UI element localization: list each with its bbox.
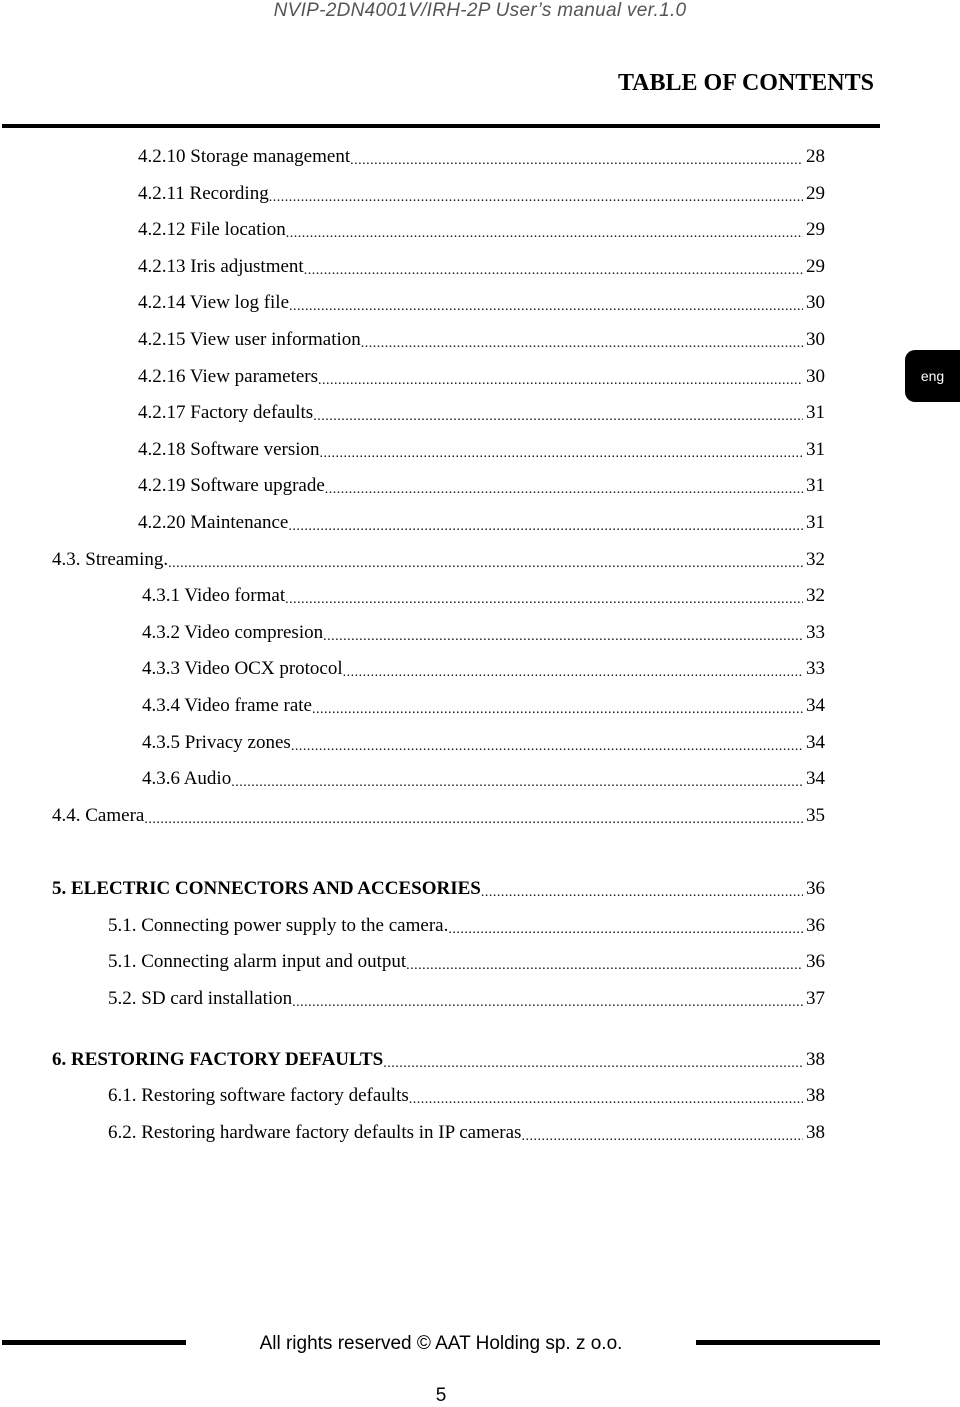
- toc-dot-leader: [406, 944, 803, 980]
- toc-entry-page: 34: [806, 768, 825, 790]
- toc-dot-leader: [312, 688, 803, 724]
- toc-dot-leader: [521, 1115, 803, 1151]
- toc-dot-leader: [325, 468, 803, 504]
- toc-entry-page: 28: [806, 146, 825, 167]
- toc-entry[interactable]: [142, 761, 825, 797]
- toc-entry-label: 6. RESTORING FACTORY DEFAULTS: [52, 1048, 384, 1070]
- toc-entry[interactable]: [138, 139, 825, 175]
- toc-entry[interactable]: [138, 432, 825, 468]
- toc-entry-page: 34: [806, 731, 825, 753]
- toc-dot-leader: [448, 908, 803, 944]
- toc-dot-leader: [318, 359, 803, 395]
- toc-entry[interactable]: [108, 908, 825, 944]
- toc-entry-page: 30: [806, 292, 825, 314]
- toc-entry-label: 4.3.5 Privacy zones: [142, 731, 291, 753]
- toc-entry-page: 31: [806, 402, 825, 424]
- toc-entry[interactable]: [138, 468, 825, 504]
- toc-entry-label: 6.2. Restoring hardware factory defaults in IP cameras: [108, 1121, 522, 1143]
- toc-dot-leader: [291, 725, 803, 761]
- toc-entry[interactable]: [108, 1078, 825, 1114]
- toc-entry-page: 33: [806, 658, 825, 680]
- toc-dot-leader: [323, 615, 803, 651]
- toc-dot-leader: [289, 285, 803, 321]
- toc-dot-leader: [231, 761, 803, 797]
- toc-entry-page: 32: [806, 585, 825, 607]
- toc-entry-label: 4.2.11 Recording: [138, 182, 269, 204]
- toc-dot-leader: [144, 798, 803, 834]
- toc-dot-leader: [285, 578, 803, 614]
- toc-entry-label: 6.1. Restoring software factory defaults: [108, 1085, 409, 1107]
- toc-entry-label: 5.1. Connecting alarm input and output: [108, 951, 407, 973]
- page-number: 5: [435, 1385, 447, 1406]
- toc-dot-leader: [361, 322, 803, 358]
- toc-entry-page: 37: [806, 987, 825, 1009]
- toc-entry[interactable]: [52, 871, 825, 907]
- toc-entry[interactable]: [108, 1115, 825, 1151]
- toc-dot-leader: [286, 212, 803, 248]
- toc-dot-leader: [269, 176, 803, 212]
- toc-entry[interactable]: [138, 359, 825, 395]
- toc-entry[interactable]: [108, 981, 825, 1017]
- toc-entry[interactable]: [52, 798, 825, 834]
- toc-entry-label: 4.2.19 Software upgrade: [138, 475, 325, 497]
- toc-dot-leader: [288, 505, 803, 541]
- toc-entry[interactable]: [142, 651, 825, 687]
- toc-entry-label: 4.3.1 Video format: [142, 585, 286, 607]
- toc-entry-label: 4.2.18 Software version: [138, 438, 320, 460]
- toc-dot-leader: [313, 395, 803, 431]
- toc-dot-leader: [320, 432, 803, 468]
- toc-entry-label: 4.2.17 Factory defaults: [138, 402, 314, 424]
- page-title: TABLE OF CONTENTS: [617, 70, 874, 96]
- toc-entry[interactable]: [142, 615, 825, 651]
- toc-entry[interactable]: [138, 212, 825, 248]
- toc-dot-leader: [481, 871, 803, 907]
- toc-dot-leader: [350, 139, 803, 175]
- toc-entry-label: 4.2.12 File location: [138, 219, 286, 241]
- toc-entry-page: 29: [806, 219, 825, 241]
- toc-entry-label: 4.4. Camera: [52, 804, 145, 826]
- toc-entry-page: 36: [806, 878, 825, 899]
- toc-entry-page: 30: [806, 329, 825, 350]
- toc-entry-page: 34: [806, 695, 825, 716]
- toc-entry-label: 4.2.13 Iris adjustment: [138, 255, 304, 277]
- toc-dot-leader: [343, 651, 803, 687]
- toc-entry-label: 5.2. SD card installation: [108, 987, 293, 1009]
- toc-entry-page: 32: [806, 548, 825, 570]
- toc-entry[interactable]: [138, 505, 825, 541]
- toc-entry-label: 4.2.15 View user information: [138, 329, 361, 350]
- toc-entry-label: 4.3.3 Video OCX protocol: [142, 658, 343, 680]
- toc-entry-label: 5. ELECTRIC CONNECTORS AND ACCESORIES: [52, 878, 481, 899]
- toc-entry[interactable]: [138, 322, 825, 358]
- toc-entry[interactable]: [138, 395, 825, 431]
- toc-entry[interactable]: [142, 578, 825, 614]
- toc-entry-label: 4.3.6 Audio: [142, 768, 232, 790]
- toc-entry-page: 33: [806, 621, 825, 643]
- toc-entry-page: 31: [806, 512, 825, 533]
- title-divider: [2, 124, 880, 128]
- toc-entry-label: 5.1. Connecting power supply to the camera.: [108, 914, 449, 936]
- toc-entry-page: 29: [806, 255, 825, 277]
- toc-entry-page: 35: [806, 804, 825, 826]
- toc-entry-label: 4.2.20 Maintenance: [138, 512, 289, 533]
- toc-entry-label: 4.3.4 Video frame rate: [142, 695, 312, 716]
- toc-entry-page: 31: [806, 438, 825, 460]
- toc-entry-label: 4.2.14 View log file: [138, 292, 290, 314]
- toc-dot-leader: [304, 249, 803, 285]
- toc-dot-leader: [292, 981, 803, 1017]
- toc-entry-page: 38: [806, 1085, 825, 1107]
- toc-entry[interactable]: [108, 944, 825, 980]
- toc-entry[interactable]: [142, 725, 825, 761]
- toc-entry-page: 38: [806, 1121, 825, 1143]
- toc-entry[interactable]: [142, 688, 825, 724]
- toc-entry-page: 38: [806, 1048, 825, 1070]
- toc-entry[interactable]: [138, 285, 825, 321]
- toc-entry-page: 36: [806, 951, 825, 973]
- toc-entry[interactable]: [52, 1042, 825, 1078]
- toc-entry[interactable]: [138, 249, 825, 285]
- toc-entry[interactable]: [138, 176, 825, 212]
- toc-entry[interactable]: [52, 542, 825, 578]
- toc-entry-page: 31: [806, 475, 825, 497]
- toc-entry-page: 36: [806, 914, 825, 936]
- toc-dot-leader: [168, 542, 803, 578]
- toc-dot-leader: [409, 1078, 803, 1114]
- toc-entry-label: 4.2.10 Storage management: [138, 146, 351, 167]
- toc-dot-leader: [383, 1042, 803, 1078]
- toc-entry-label: 4.3.2 Video compresion: [142, 621, 324, 643]
- toc-entry-page: 30: [806, 365, 825, 387]
- footer-copyright: All rights reserved © AAT Holding sp. z o.o.: [259, 1333, 623, 1354]
- manual-header: NVIP-2DN4001V/IRH-2P User’s manual ver.1.0: [273, 0, 687, 21]
- toc-entry-label: 4.2.16 View parameters: [138, 365, 319, 387]
- language-tab[interactable]: eng: [905, 350, 960, 402]
- toc-entry-page: 29: [806, 182, 825, 204]
- toc-entry-label: 4.3. Streaming.: [52, 548, 169, 570]
